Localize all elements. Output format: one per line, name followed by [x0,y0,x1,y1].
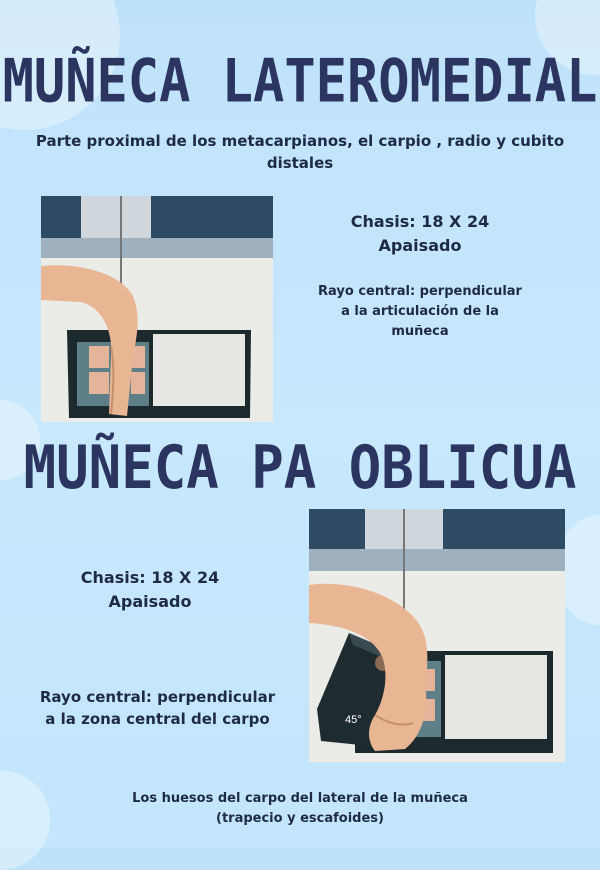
decor-bubble [0,770,50,870]
chasis-orientation: Apaisado [378,236,462,255]
lateromedial-wrist-photo [41,196,273,422]
section1-title: MUÑECA LATEROMEDIAL [2,47,598,117]
central-ray-line: Rayo central: perpendicular [39,688,276,706]
section2-title: MUÑECA PA OBLICUA [23,432,577,503]
central-ray-line: a la articulación de la [341,304,499,319]
section1-chasis [300,210,540,258]
central-ray-line: muñeca [391,324,449,339]
subtitle-line: distales [266,154,334,172]
chasis-size: Chasis: 18 X 24 [80,568,220,587]
section2-central-ray [20,686,295,730]
central-ray-line: a la zona central del carpo [45,710,270,728]
subtitle-line: Parte proximal de los metacarpianos, el carpio , radio y cubito [35,132,565,150]
central-ray-line: Rayo central: perpendicular [318,284,522,299]
pa-oblique-wrist-photo [309,509,565,762]
section1-subtitle [30,130,570,174]
wedge-angle-label: 45° [345,714,362,726]
footer-line: (trapecio y escafoides) [216,811,384,826]
footer-note [60,789,540,829]
section1-central-ray [300,282,540,342]
footer-line: Los huesos del carpo del lateral de la muñeca [132,791,468,806]
chasis-orientation: Apaisado [108,592,192,611]
chasis-size: Chasis: 18 X 24 [350,212,490,231]
section2-chasis [30,566,270,614]
